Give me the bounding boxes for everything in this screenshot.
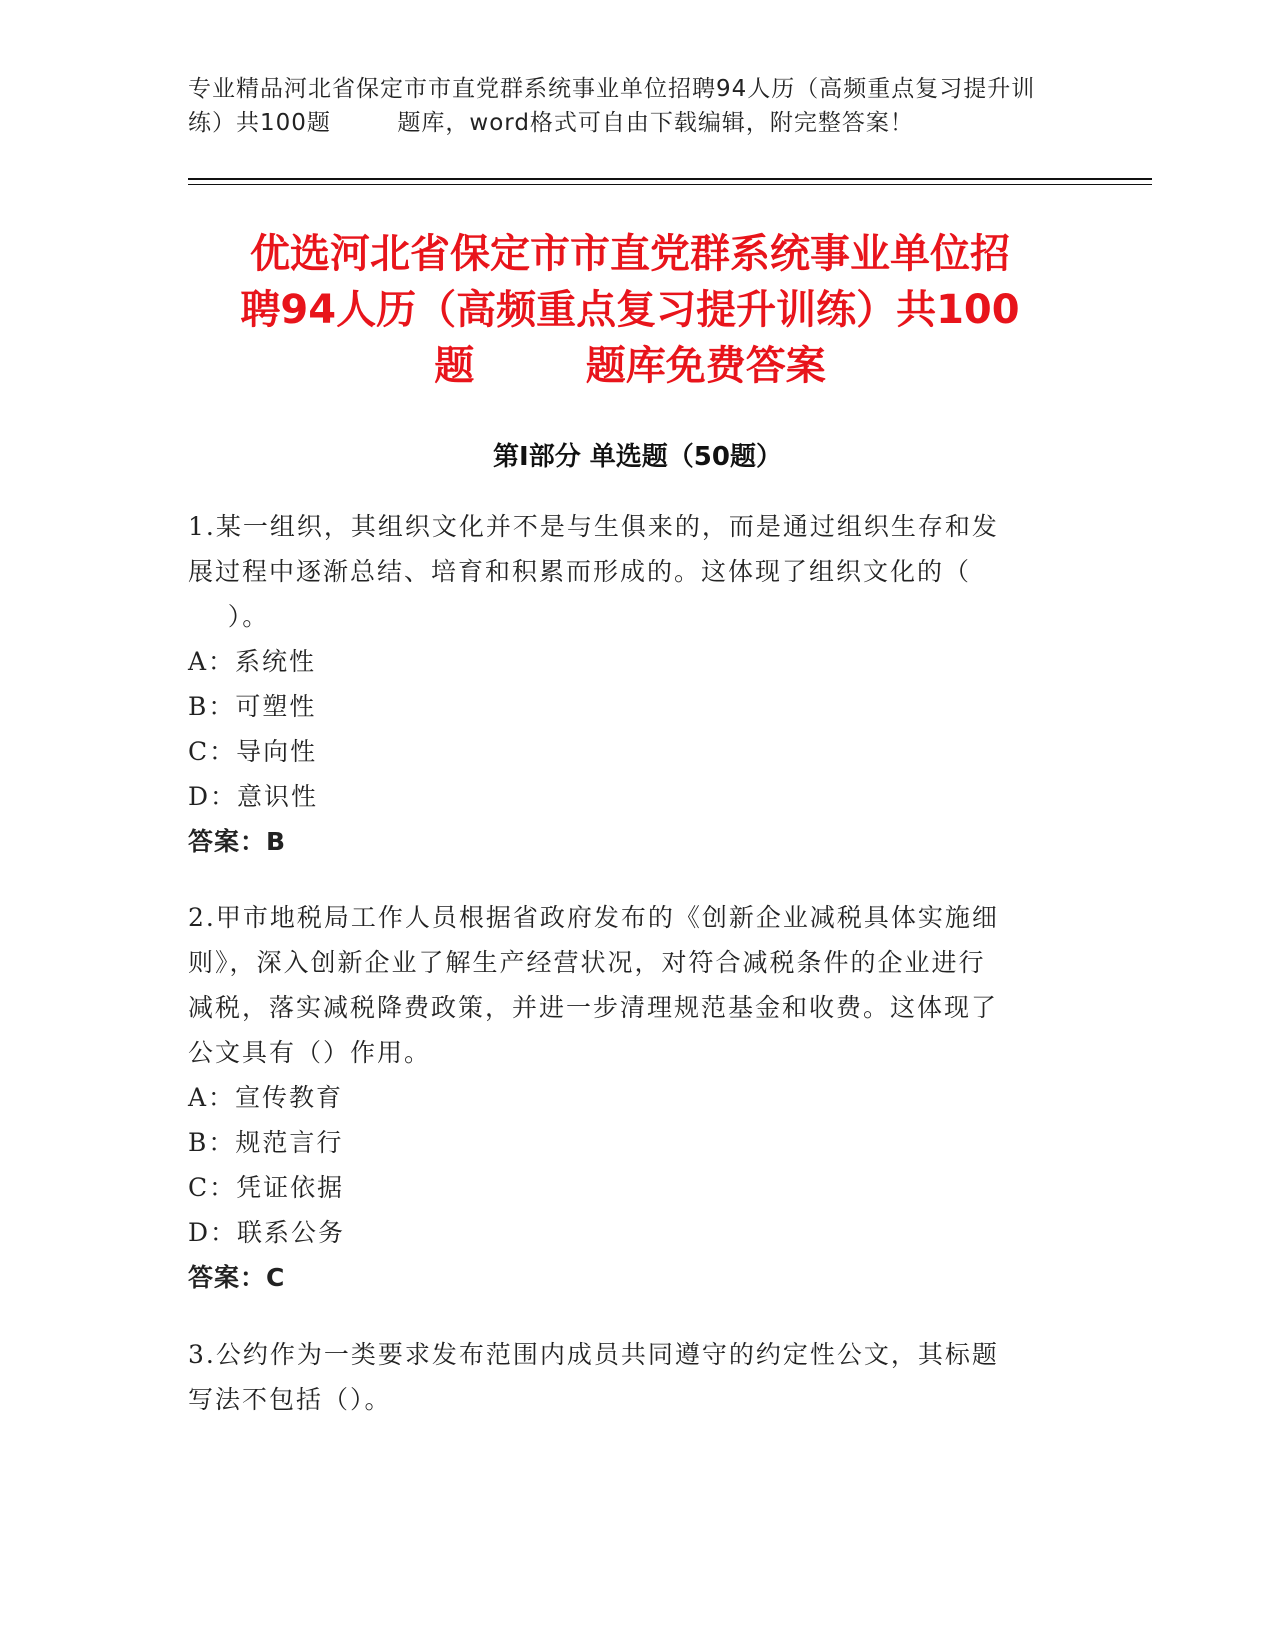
stem-line: 减税，落实减税降费政策，并进一步清理规范基金和收费。这体现了 xyxy=(188,993,999,1022)
stem-line: 写法不包括（）。 xyxy=(188,1385,392,1414)
option-c: C：导向性 xyxy=(188,737,318,766)
stem-line: 则》，深入创新企业了解生产经营状况，对符合减税条件的企业进行 xyxy=(188,948,986,977)
answer: 答案：C xyxy=(188,1263,286,1292)
section-heading: 第Ⅰ部分 单选题（50题） xyxy=(493,442,782,472)
stem-line: ）。 xyxy=(188,602,270,631)
answer: 答案：B xyxy=(188,827,287,856)
option-d: D：联系公务 xyxy=(188,1218,346,1247)
stem-line: 3.公约作为一类要求发布范围内成员共同遵守的约定性公文，其标题 xyxy=(188,1340,999,1369)
stem-line: 2.甲市地税局工作人员根据省政府发布的《创新企业减税具体实施细 xyxy=(188,903,999,932)
option-b: B：可塑性 xyxy=(188,692,317,721)
question-3 xyxy=(188,1332,1088,1422)
stem-line: 展过程中逐渐总结、培育和积累而形成的。这体现了组织文化的（ xyxy=(188,557,972,586)
question-stem xyxy=(188,895,1088,1075)
title-line: 题 题库免费答案 xyxy=(434,343,826,389)
question-stem xyxy=(188,1332,1088,1422)
option-a: A：系统性 xyxy=(188,647,317,676)
header-note xyxy=(188,72,1088,140)
question-2 xyxy=(188,895,1088,1300)
option-a: A：宣传教育 xyxy=(188,1083,344,1112)
option-b: B：规范言行 xyxy=(188,1128,344,1157)
question-stem xyxy=(188,504,1088,639)
header-note-line: 专业精品河北省保定市市直党群系统事业单位招聘94人历（高频重点复习提升训 xyxy=(188,76,1036,102)
document-title xyxy=(160,226,1100,394)
stem-line: 1.某一组织，其组织文化并不是与生俱来的，而是通过组织生存和发 xyxy=(188,512,999,541)
header-divider-thin xyxy=(188,184,1152,185)
option-c: C：凭证依据 xyxy=(188,1173,345,1202)
title-line: 聘94人历（高频重点复习提升训练）共100 xyxy=(240,287,1020,333)
question-1 xyxy=(188,504,1088,864)
header-note-line: 练）共100题 题库，word格式可自由下载编辑，附完整答案！ xyxy=(188,110,914,136)
stem-line: 公文具有（）作用。 xyxy=(188,1038,432,1067)
option-d: D：意识性 xyxy=(188,782,319,811)
header-divider xyxy=(188,178,1152,180)
title-line: 优选河北省保定市市直党群系统事业单位招 xyxy=(250,231,1010,277)
